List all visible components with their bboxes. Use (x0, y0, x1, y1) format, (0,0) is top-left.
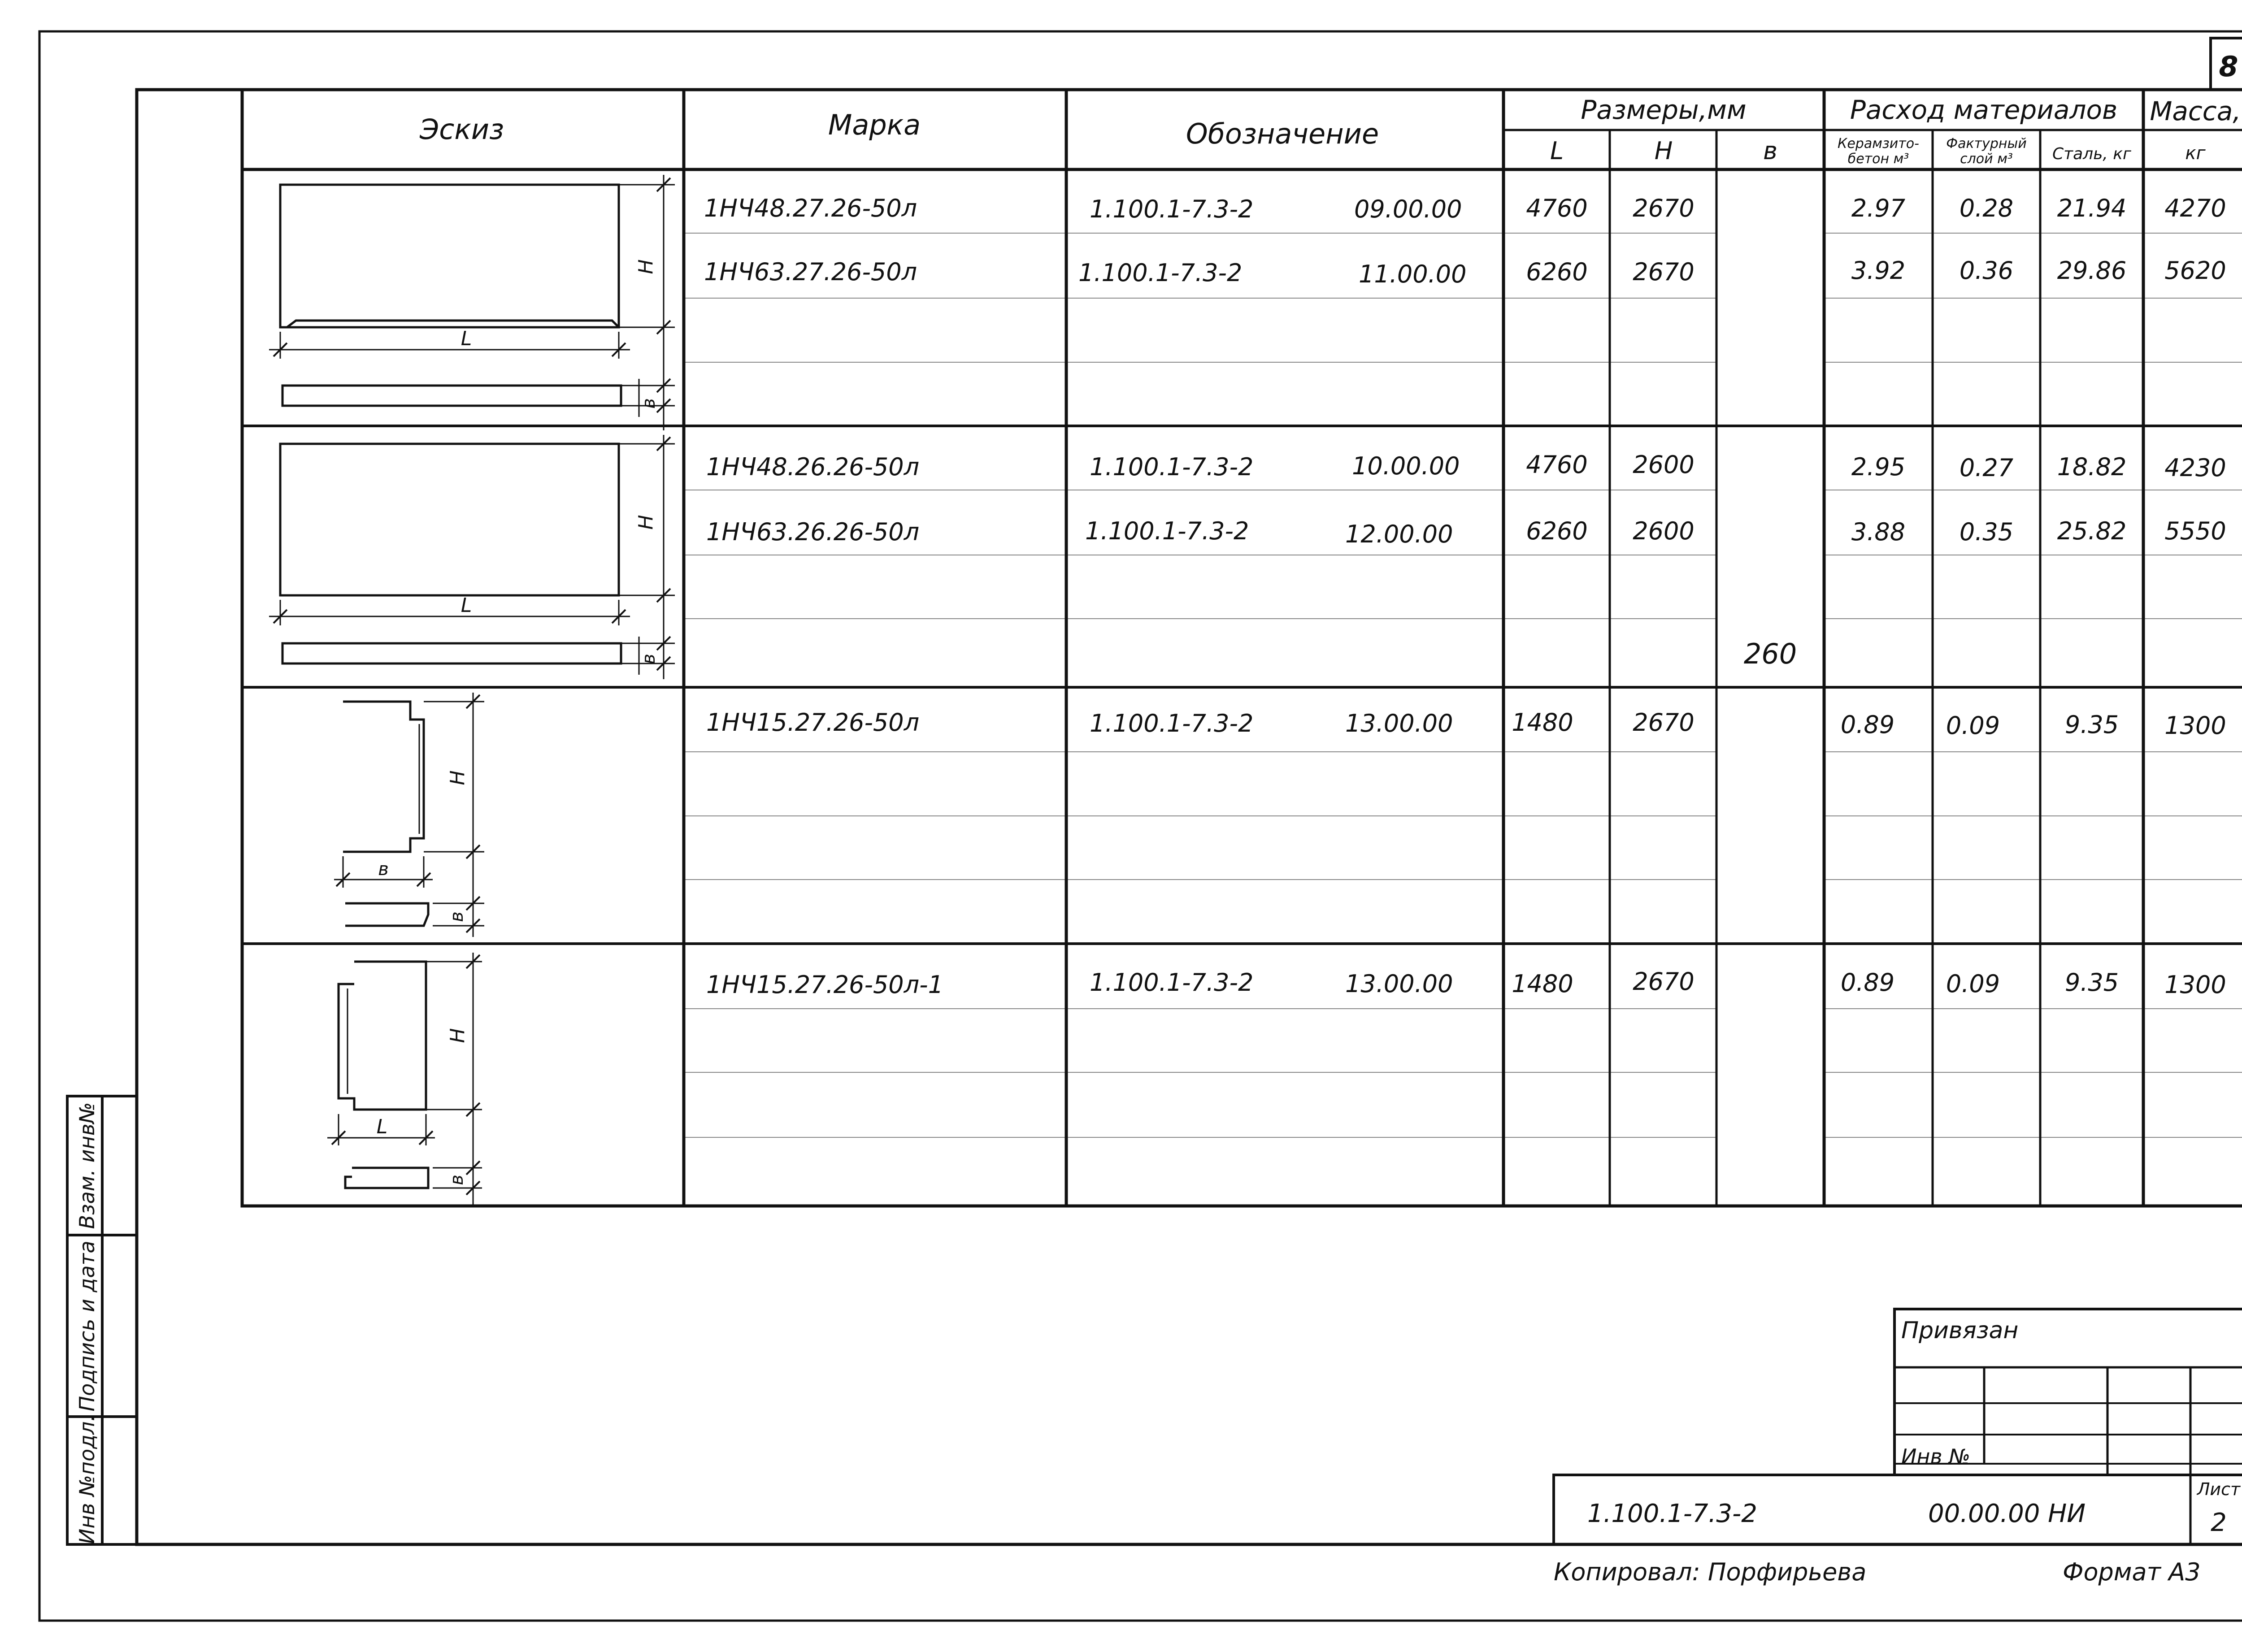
cell-mass: 4230 (2164, 454, 2226, 482)
sketch2-h-label: H (634, 515, 657, 530)
cell-h: 2670 (1633, 258, 1695, 286)
header-materials: Расход материалов (1850, 95, 2118, 125)
cell-steel: 9.35 (2064, 711, 2119, 739)
cell-doc: 1.100.1-7.3-2 (1090, 195, 1254, 223)
cell-facing: 0.09 (1946, 970, 2000, 998)
sketch3-b-label: в (378, 859, 389, 880)
cell-steel: 25.82 (2057, 517, 2127, 545)
cell-concrete: 3.92 (1851, 256, 1906, 285)
cell-l: 6260 (1526, 258, 1588, 286)
cell-doc: 1.100.1-7.3-2 (1085, 517, 1249, 545)
cell-steel: 21.94 (2057, 194, 2127, 222)
sketch1-b-label: в (639, 398, 659, 409)
header-dim-l: L (1550, 137, 1564, 165)
cell-l: 1480 (1512, 970, 1573, 998)
sketch4-l-label: L (376, 1115, 388, 1138)
cell-code: 13.00.00 (1345, 970, 1453, 998)
cell-h: 2600 (1633, 517, 1695, 545)
cell-doc: 1.100.1-7.3-2 (1090, 453, 1254, 481)
footer-format: Формат А3 (2063, 1558, 2201, 1586)
cell-mass: 4270 (2164, 194, 2226, 222)
cell-code: 13.00.00 (1345, 709, 1453, 737)
side-vzam-inv: Взам. инв№ (75, 1102, 99, 1229)
sketch2-l-label: L (461, 594, 472, 617)
header-designation: Обозначение (1186, 117, 1379, 150)
cell-mark: 1НЧ15.27.26-50л (706, 708, 920, 737)
header-mat-concrete-2: бетон м³ (1847, 151, 1909, 167)
side-signature-date: Подпись и дата (75, 1240, 99, 1412)
header-dim-b: в (1763, 137, 1777, 165)
cell-concrete: 2.95 (1851, 453, 1906, 481)
cell-facing: 0.35 (1959, 518, 2014, 546)
sketch4-h-label: H (446, 1028, 469, 1043)
cell-facing: 0.36 (1959, 256, 2014, 285)
header-mat-facing-1: Фактурный (1946, 136, 2027, 152)
header-mark: Марка (828, 108, 921, 141)
stamp-doc: 1.100.1-7.3-2 (1587, 1499, 1757, 1528)
cell-mark: 1НЧ63.26.26-50л (706, 518, 920, 546)
header-mass: Масса, (2150, 96, 2241, 126)
cell-h: 2600 (1633, 451, 1695, 479)
cell-mass: 5620 (2164, 256, 2226, 285)
sketch3-h-label: H (446, 770, 469, 785)
cell-mark: 1НЧ48.27.26-50л (704, 194, 917, 222)
cell-common-b: 260 (1743, 637, 1797, 670)
stamp-code: 00.00.00 НИ (1928, 1499, 2086, 1528)
cell-concrete: 0.89 (1840, 711, 1895, 739)
stamp-privyazan: Привязан (1901, 1317, 2019, 1344)
stamp-sheet-label: Лист (2197, 1479, 2241, 1499)
footer-copied-by: Копировал: Порфирьева (1554, 1558, 1867, 1586)
header-dimensions: Размеры,мм (1581, 95, 1747, 125)
cell-l: 4760 (1526, 194, 1588, 222)
cell-h: 2670 (1633, 708, 1695, 737)
cell-code: 12.00.00 (1345, 520, 1453, 548)
cell-code: 11.00.00 (1359, 260, 1467, 288)
cell-mass: 1300 (2164, 971, 2226, 999)
sketch1-l-label: L (461, 327, 472, 350)
cell-concrete: 0.89 (1840, 968, 1895, 997)
sheet-number: 8 (2219, 50, 2238, 83)
stamp-inv-no: Инв № (1901, 1444, 1971, 1469)
stamp-sheet-value: 2 (2211, 1508, 2227, 1537)
sketch1-h-label: H (634, 259, 657, 274)
header-dim-h: H (1654, 137, 1673, 165)
header-mat-concrete-1: Керамзито- (1838, 136, 1919, 152)
cell-facing: 0.27 (1959, 454, 2014, 482)
cell-steel: 29.86 (2057, 256, 2127, 285)
cell-steel: 9.35 (2064, 968, 2119, 997)
cell-concrete: 2.97 (1851, 194, 1906, 222)
header-mass-unit: кг (2185, 143, 2206, 164)
cell-doc: 1.100.1-7.3-2 (1078, 259, 1243, 287)
cell-facing: 0.09 (1946, 711, 2000, 740)
header-sketch: Эскиз (419, 113, 504, 146)
cell-mark: 1НЧ63.27.26-50л (704, 258, 917, 286)
cell-concrete: 3.88 (1851, 518, 1906, 546)
header-mat-facing-2: слой м³ (1960, 151, 2013, 167)
cell-l: 4760 (1526, 451, 1588, 479)
header-mat-steel: Сталь, кг (2052, 145, 2131, 163)
cell-l: 1480 (1512, 708, 1573, 737)
cell-mark: 1НЧ48.26.26-50л (706, 453, 920, 481)
cell-steel: 18.82 (2057, 453, 2127, 481)
cell-mass: 1300 (2164, 711, 2226, 740)
cell-doc: 1.100.1-7.3-2 (1090, 968, 1254, 997)
sketch4-b-label: в (447, 1175, 467, 1185)
cell-code: 09.00.00 (1354, 195, 1462, 223)
cell-h: 2670 (1633, 967, 1695, 996)
side-inv-podl: Инв №подл. (75, 1414, 99, 1544)
side-stamp-labels (75, 1102, 99, 1544)
cell-h: 2670 (1633, 194, 1695, 222)
sketch3-b2-label: в (447, 911, 467, 922)
sketch2-b-label: в (639, 654, 659, 664)
cell-doc: 1.100.1-7.3-2 (1090, 709, 1254, 737)
cell-l: 6260 (1526, 517, 1588, 545)
cell-mass: 5550 (2164, 517, 2226, 545)
cell-mark: 1НЧ15.27.26-50л-1 (706, 971, 944, 999)
cell-facing: 0.28 (1959, 194, 2014, 222)
cell-code: 10.00.00 (1352, 452, 1460, 480)
